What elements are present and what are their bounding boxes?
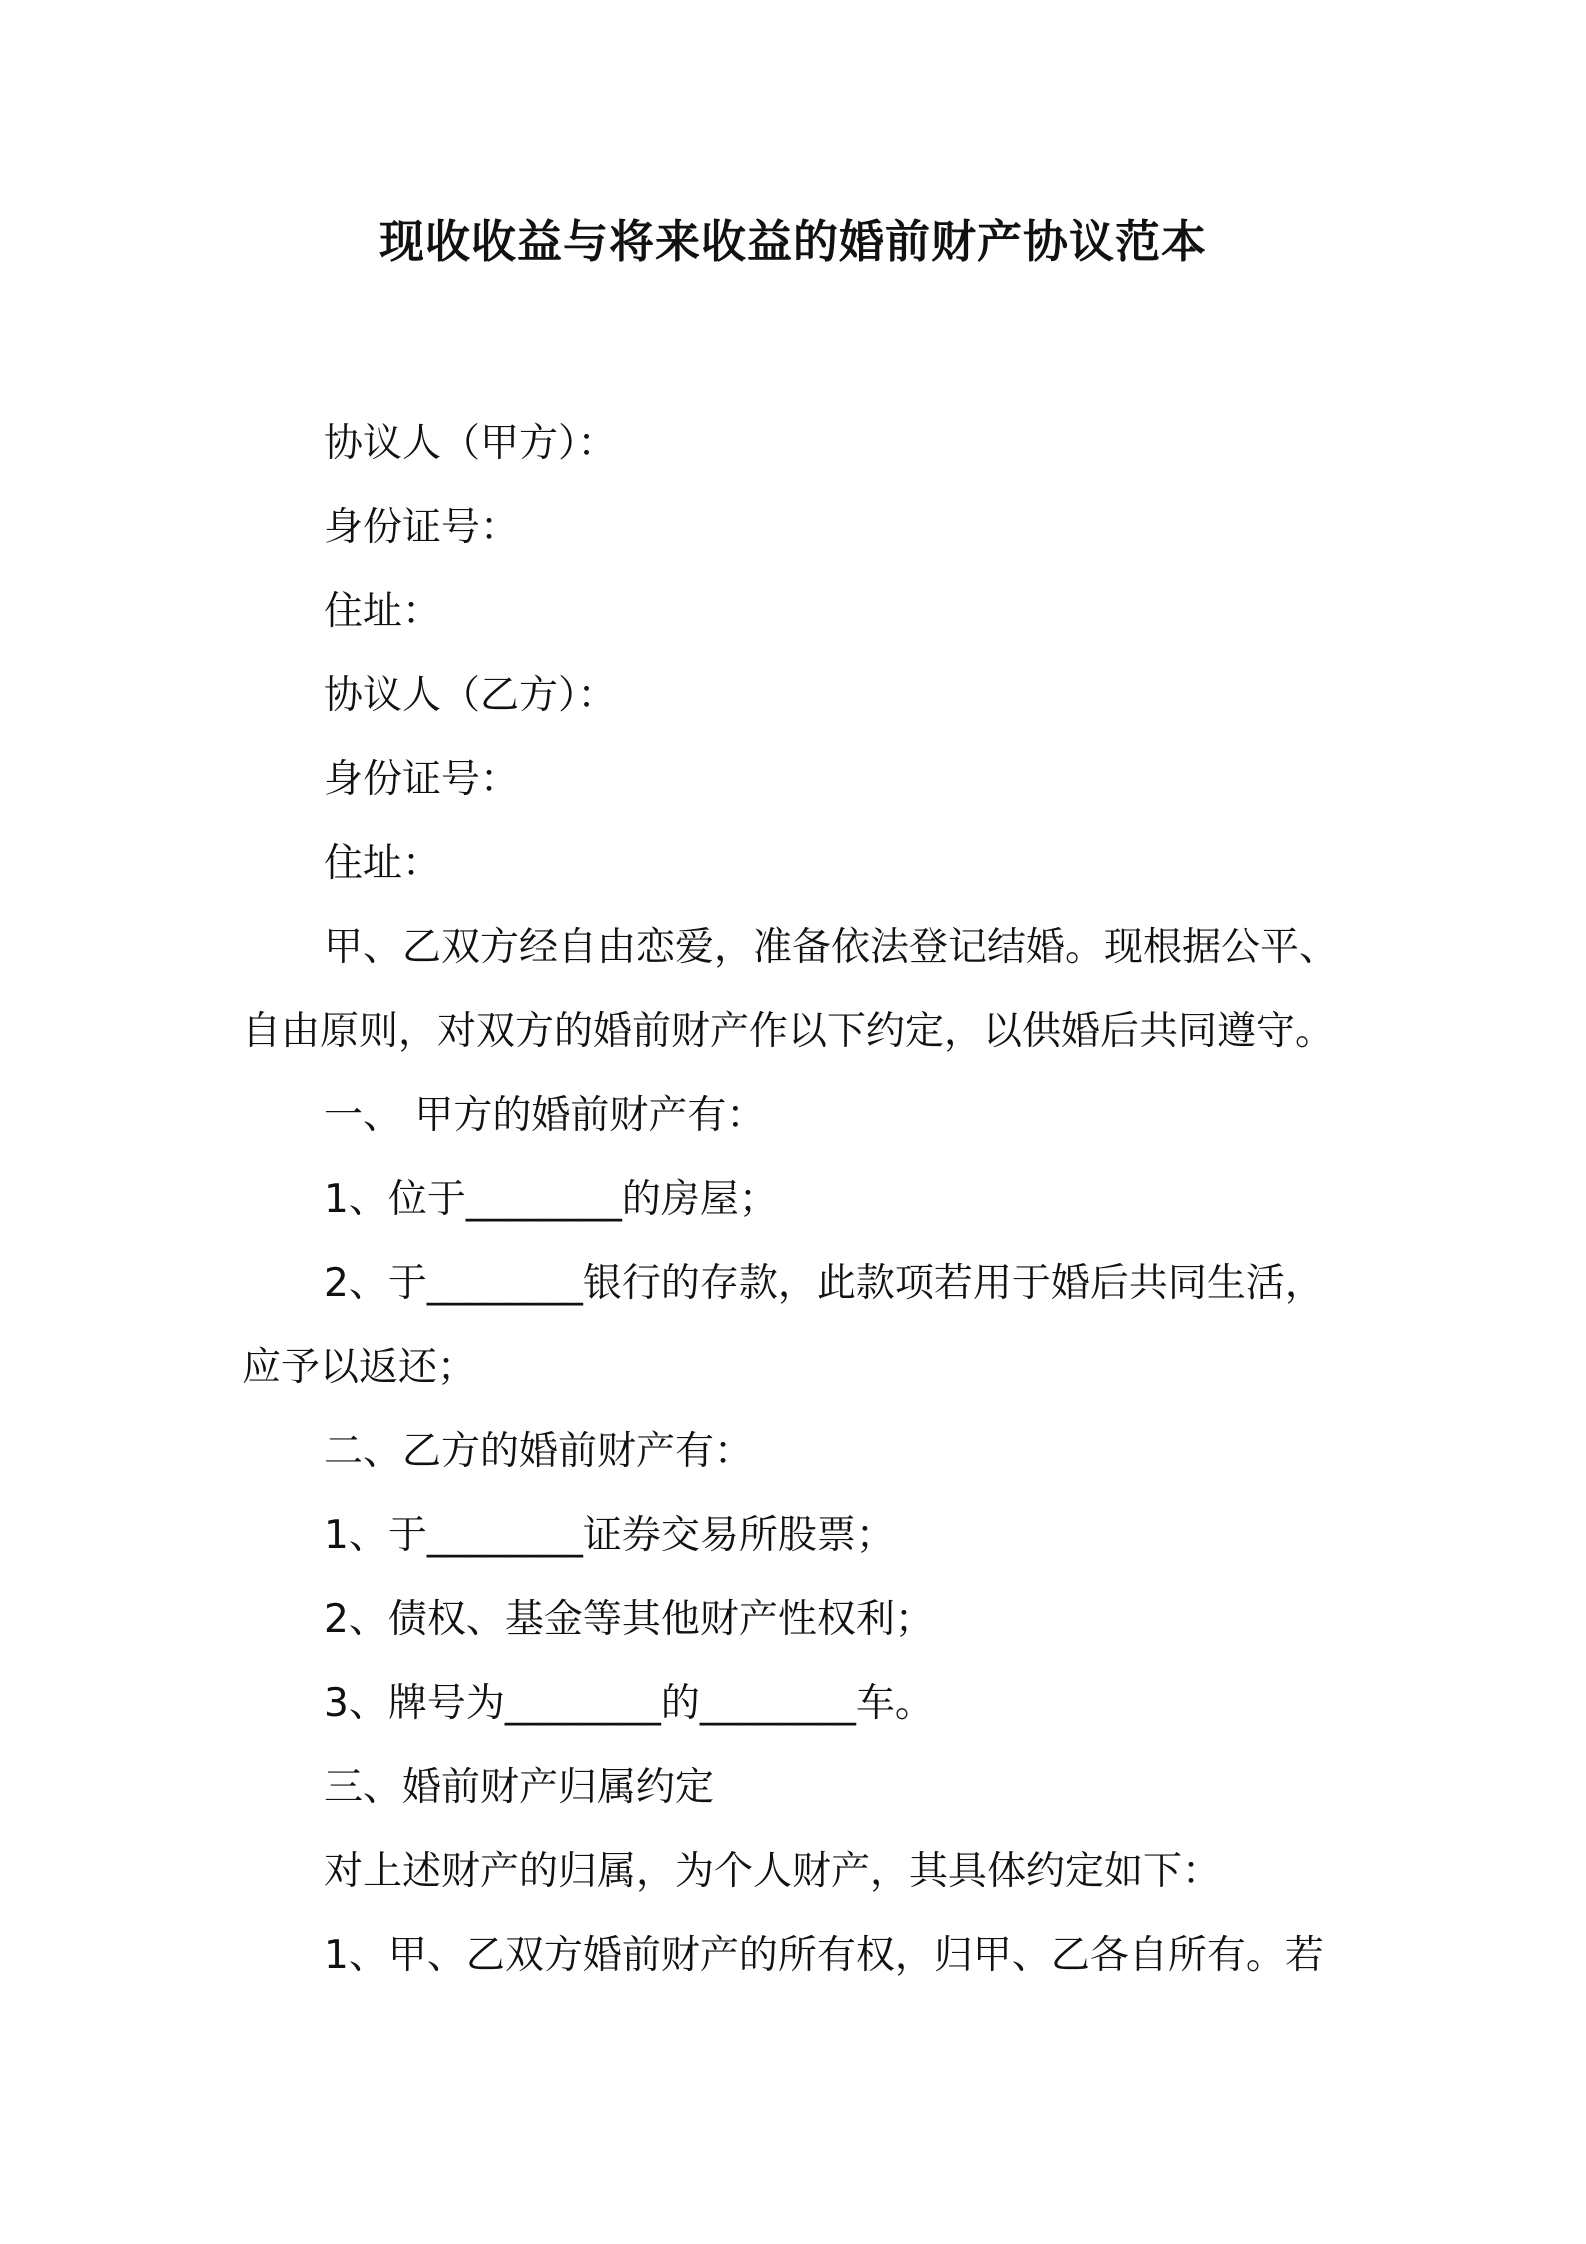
document-line: 二、乙方的婚前财产有：	[324, 1429, 754, 1474]
document-line: 住址：	[324, 589, 442, 634]
document-line: 身份证号：	[324, 757, 520, 802]
document-line: 2、于________银行的存款，此款项若用于婚后共同生活，	[324, 1261, 1324, 1306]
document-body	[242, 402, 1360, 1998]
document-line: 2、债权、基金等其他财产性权利；	[324, 1597, 934, 1642]
document-line: 协议人（甲方）：	[324, 421, 617, 466]
document-line: 自由原则，对双方的婚前财产作以下约定，以供婚后共同遵守。	[242, 1009, 1335, 1054]
document-line: 1、于________证券交易所股票；	[324, 1513, 895, 1558]
document-line: 1、甲、乙双方婚前财产的所有权，归甲、乙各自所有。若	[324, 1933, 1324, 1978]
document-line: 三、婚前财产归属约定	[324, 1765, 715, 1810]
document-line: 3、牌号为________的________车。	[324, 1681, 934, 1726]
document-line: 对上述财产的归属，为个人财产，其具体约定如下：	[324, 1849, 1222, 1894]
document-line: 甲、乙双方经自由恋爱，准备依法登记结婚。现根据公平、	[324, 925, 1339, 970]
document-line: 一、 甲方的婚前财产有：	[324, 1093, 766, 1138]
document-line: 协议人（乙方）：	[324, 673, 617, 718]
document-line: 应予以返还；	[242, 1345, 477, 1390]
document-line: 1、位于________的房屋；	[324, 1177, 778, 1222]
document-title: 现收收益与将来收益的婚前财产协议范本	[378, 215, 1207, 268]
document-line: 身份证号：	[324, 505, 520, 550]
document-line: 住址：	[324, 841, 442, 886]
